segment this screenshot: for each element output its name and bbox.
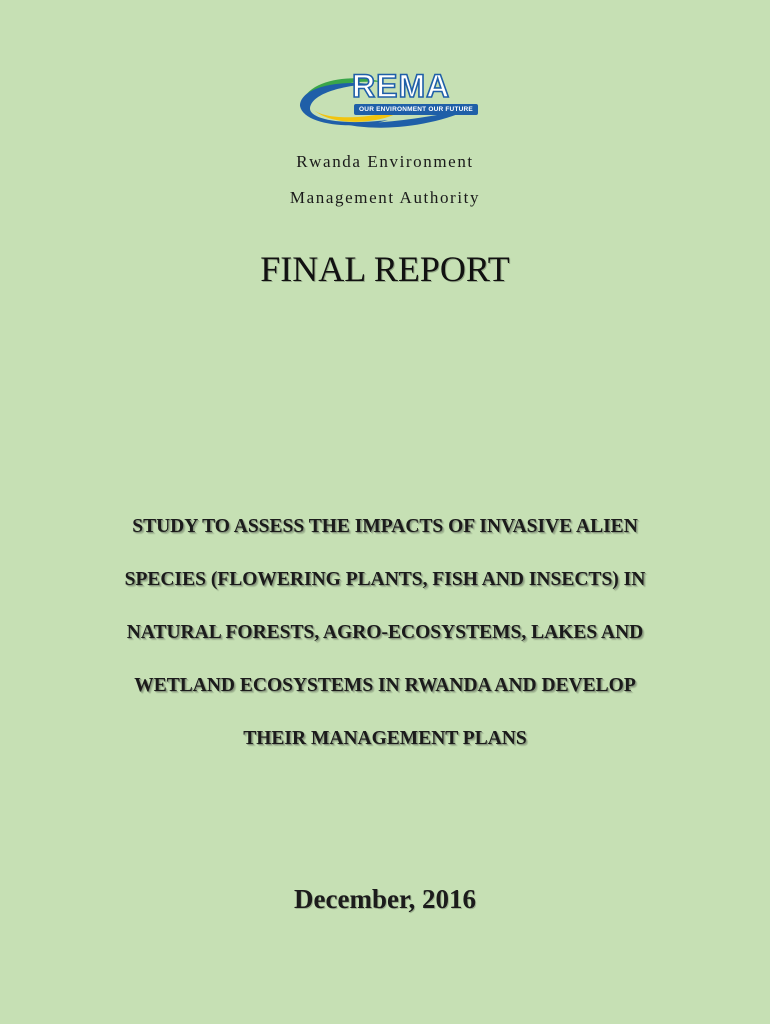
rema-logo xyxy=(296,68,480,132)
title-line: THEIR MANAGEMENT PLANS xyxy=(243,728,527,749)
report-date: December, 2016 xyxy=(294,884,476,914)
title-line: STUDY TO ASSESS THE IMPACTS OF INVASIVE ALIEN xyxy=(132,516,638,537)
logo-wordmark: REMA xyxy=(352,68,451,104)
report-title xyxy=(60,500,710,765)
report-type-heading: FINAL REPORT xyxy=(260,249,510,289)
title-line: SPECIES (FLOWERING PLANTS, FISH AND INSECTS) IN xyxy=(124,569,646,590)
title-line: WETLAND ECOSYSTEMS IN RWANDA AND DEVELOP xyxy=(134,675,636,696)
title-line: NATURAL FORESTS, AGRO-ECOSYSTEMS, LAKES AND xyxy=(126,622,644,643)
logo-tagline: OUR ENVIRONMENT OUR FUTURE xyxy=(354,104,478,115)
organization-name-line-2: Management Authority xyxy=(289,188,481,207)
organization-name-line-1: Rwanda Environment xyxy=(296,152,474,171)
